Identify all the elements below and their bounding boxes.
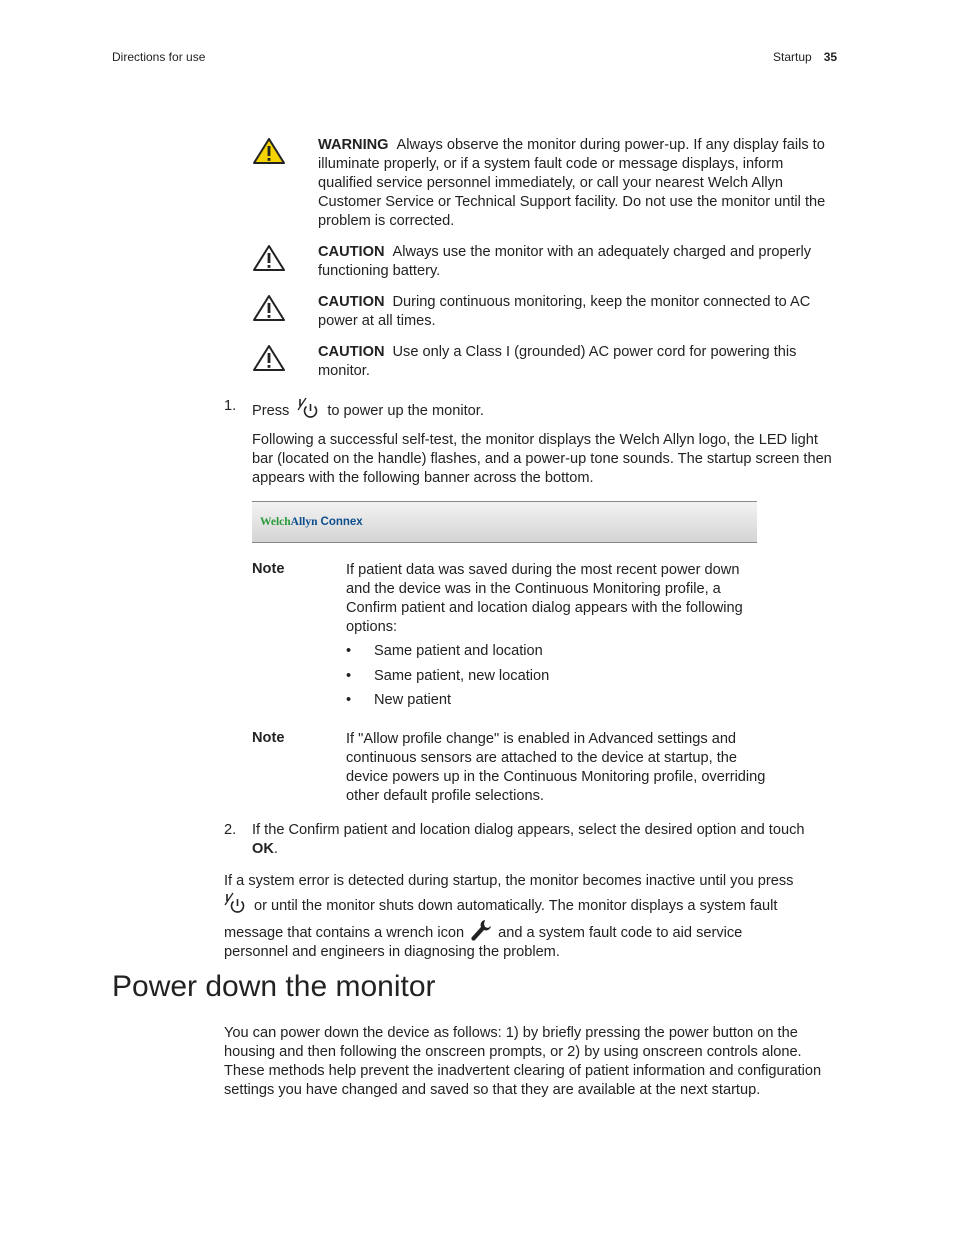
warning-block (252, 136, 842, 231)
option-text: Same patient and location (374, 643, 543, 659)
list-item: • Same patient and location (346, 643, 543, 659)
welch-allyn-connex-logo (260, 516, 363, 528)
step-number: 1. (224, 398, 237, 414)
alert-label: CAUTION (318, 244, 385, 260)
running-header-section: Startup (773, 50, 812, 64)
option-text: New patient (374, 692, 452, 708)
alert-text: Use only a Class I (grounded) AC power cord for powering this monitor. (318, 344, 797, 379)
alert-text: Always use the monitor with an adequately charged and properly functioning battery. (318, 244, 812, 279)
step-text: to power up the monitor. (327, 402, 484, 419)
page-number: 35 (823, 50, 838, 64)
warning-icon (252, 136, 318, 231)
caution-icon (252, 343, 318, 381)
logo-connex: Connex (320, 516, 363, 528)
alert-text: During continuous monitoring, keep the monitor connected to AC power at all times. (318, 294, 811, 329)
alert-label: CAUTION (318, 344, 385, 360)
logo-welch: Welch (260, 516, 291, 528)
caution-icon (252, 293, 318, 331)
running-header-right (773, 50, 837, 64)
step-number: 2. (224, 822, 237, 838)
startup-banner (252, 501, 757, 543)
note-label: Note (252, 730, 285, 746)
note-text: If patient data was saved during the most recent power down and the device was in the Continuous Monitoring profile, a Confirm patient and location dialog appears with the following options: (346, 562, 743, 635)
error-line-2 (224, 892, 777, 920)
caution-block (252, 343, 842, 381)
power-icon (297, 397, 319, 425)
power-down-paragraph: You can power down the device as follows: 1) by briefly pressing the power button on the housing and then following the onscreen prompts, or 2) by using onscreen controls alone. These methods help prevent the inadvertent clearing of patient information and configuration settings you have changed and saved so that they are available at the next startup. (224, 1025, 822, 1098)
caution-block (252, 293, 842, 331)
error-line-4: personnel and engineers in diagnosing the problem. (224, 944, 560, 960)
error-text: message that contains a wrench icon (224, 924, 465, 941)
note-label: Note (252, 561, 285, 577)
step-text: If the Confirm patient and location dialog appears, select the desired option and touch (252, 822, 805, 838)
power-icon (224, 892, 246, 920)
step-2 (252, 821, 822, 859)
error-text: and a system fault code to aid service (498, 924, 743, 941)
ok-label: OK (252, 841, 274, 857)
error-text: or until the monitor shuts down automatically. The monitor displays a system fault (254, 897, 778, 914)
logo-allyn: Allyn (290, 516, 318, 528)
step-1 (252, 397, 484, 425)
caution-block (252, 243, 842, 281)
error-line-1: If a system error is detected during startup, the monitor becomes inactive until you press (224, 873, 794, 889)
alert-label: CAUTION (318, 294, 385, 310)
note-text: If "Allow profile change" is enabled in Advanced settings and continuous sensors are attached to the device at startup, the device powers up in the Continuous Monitoring profile, overriding other default profile selections. (346, 731, 766, 804)
caution-icon (252, 243, 318, 281)
step-text: Press (252, 402, 290, 419)
running-header-title: Directions for use (112, 50, 206, 64)
section-heading: Power down the monitor (112, 970, 436, 1003)
step-1-paragraph: Following a successful self-test, the monitor displays the Welch Allyn logo, the LED light bar (located on the handle) flashes, and a power-up tone sounds. The startup screen then appears with the following banner across the bottom. (252, 432, 832, 486)
step-end: . (273, 841, 278, 857)
alert-text: Always observe the monitor during power-up. If any display fails to illuminate properly, or if a system fault code or message displays, inform qualified service personnel immediately, or call your nearest Welch Allyn Customer Service or Technical Support facility. Do not use the monitor until the problem is corrected. (318, 137, 826, 229)
list-item: • New patient (346, 692, 452, 708)
list-item: • Same patient, new location (346, 668, 550, 684)
alert-label: WARNING (318, 137, 389, 153)
option-text: Same patient, new location (374, 668, 550, 684)
